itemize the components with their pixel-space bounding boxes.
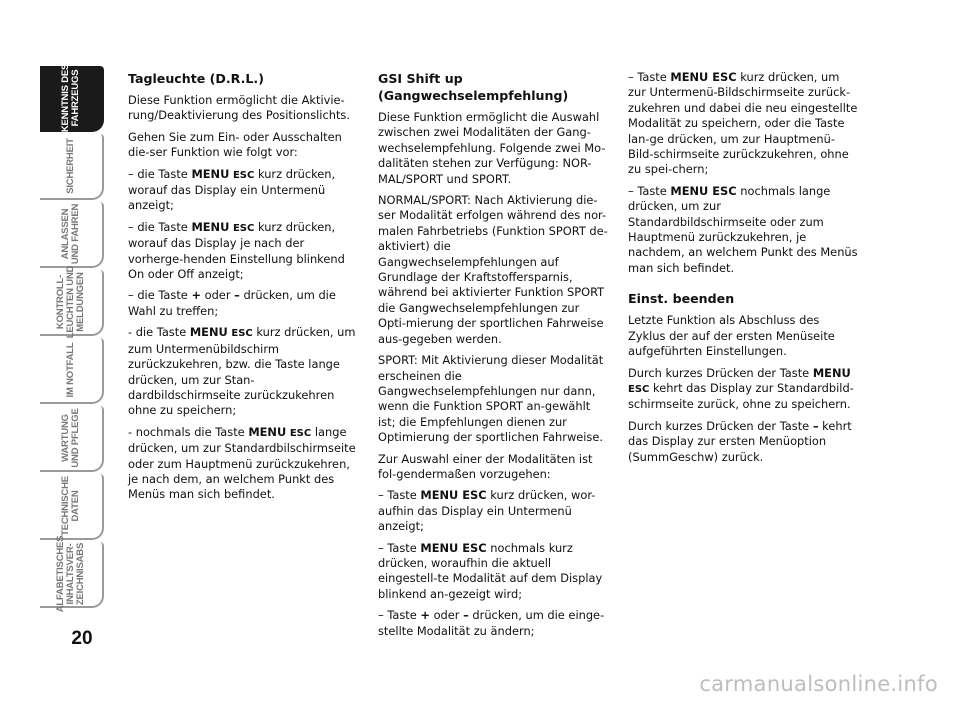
tab-label: SICHERHEIT [65,138,76,194]
key-esc: ESC [289,427,312,439]
step: – Taste MENU ESC nochmals kurz drücken, woraufhin die aktuell eingestell-te Modalität auf dem Display blinkend an-gezeigt wird; [378,540,603,601]
tab-alfabetisches-inhaltsverzeichnis[interactable] [40,535,104,613]
key-esc: ESC [628,383,650,395]
plus-key: + [420,608,430,623]
tab-label: ANLASSEN UND FAHREN [60,203,81,265]
plus-key: + [191,288,201,303]
page-number: 20 [71,628,93,649]
key-menu-esc: MENU ESC [670,70,737,84]
paragraph: NORMAL/SPORT: Nach Aktivierung die-ser Modalität erfolgen während des nor-malen Fahrbetriebs (Funktion SPORT de-aktiviert) die Gangwechselempfehlungen auf Grundlage der Kraftstoffersparnis, während bei aktivierter Funktion SPORT die Gangwechselempfehlungen zur Opti-mierung der sportlichen Fahrweise aus-gegeben werden. [378,193,608,346]
tab-label: TECHNISCHE DATEN [60,476,81,536]
key-menu-esc: MENU ESC [670,183,737,198]
step: - nochmals die Taste MENU ESC lange drücken, um zur Standardbilschirmseite oder zum Hauptmenü zurückzukehren, je nach dem, an welchem Punkt des Menüs man sich befindet. [128,424,356,502]
minus-key: – [463,608,469,623]
tab-kontrollleuchten-und-meldungen[interactable] [40,265,104,339]
key-esc: ESC [232,169,255,181]
step: – Taste MENU ESC kurz drücken, wor-aufhin das Display ein Untermenü anzeigt; [378,488,596,534]
key-menu-esc: MENU ESC [420,488,487,503]
key-menu: MENU [189,325,228,340]
tab-technische-daten[interactable] [40,474,104,540]
tab-label: KONTROLL- LEUCHTEN UND MELDUNGEN [55,265,86,339]
key-menu: MENU [812,365,851,380]
minus-key: – [812,418,819,433]
key-esc: ESC [232,222,255,234]
column-3 [628,70,860,471]
paragraph: Durch kurzes Drücken der Taste – kehrt das Display zur ersten Menüoption (SummGeschw) zurück. [628,418,852,464]
key-menu: MENU [248,424,287,439]
step: – Taste MENU ESC kurz drücken, um zur Untermenü-Bildschirmseite zurück-zukehren und dabei die neu eingestellte Modalität zu speichern, oder die Taste lan-ge drücken, um zur Hauptmenü-Bild-schirmseite zurückzukehren, ohne zu spei-chern; [628,70,858,177]
step: – Taste + oder – drücken, um die einge-stellte Modalität zu ändern; [378,608,605,638]
key-menu-esc: MENU ESC [420,540,487,555]
step: – die Taste MENU ESC kurz drücken, worauf das Display ein Untermenü anzeigt; [128,166,336,213]
tab-label: WARTUNG UND PFLEGE [60,408,81,468]
step: – die Taste MENU ESC kurz drücken, worauf das Display je nach der vorherge-henden Einstellung blinkend On oder Off anzeigt; [128,219,345,282]
tab-label: KENNTNIS DES FAHRZEUGS [60,63,81,133]
column-1 [128,70,360,509]
tab-label: ALFABETISCHES INHALTSVER- ZEICHNISABS [55,535,86,613]
section-title-einst-beenden: Einst. beenden [628,291,735,307]
tab-label: IM NOTFALL [65,342,76,398]
paragraph: Zur Auswahl einer der Modalitäten ist fol-gendermaßen vorzugehen: [378,451,593,481]
step: – Taste MENU ESC nochmals lange drücken, um zur Standardbildschirmseite oder zum Hauptmenü zurückzukehren, je nachdem, an welchem Punkt des Menüs man sich befindet. [628,183,858,275]
paragraph: Diese Funktion ermöglicht die Aktivie-rung/Deaktivierung des Positionslichts. [128,93,350,123]
tab-wartung-und-pflege[interactable] [40,406,104,472]
section-title-tagleuchte: Tagleuchte (D.R.L.) [128,71,264,86]
column-2 [378,70,610,645]
tab-sicherheit[interactable] [40,134,104,200]
paragraph: Diese Funktion ermöglicht die Auswahl zwischen zwei Modalitäten der Gang-wechselempfehlung. Folgende zwei Mo-dalitäten stehen zur Verfügung: NOR-MAL/SPORT und SPORT. [378,110,606,186]
tab-kenntnis-des-fahrzeugs[interactable] [40,63,104,133]
paragraph: Letzte Funktion als Abschluss des Zyklus der auf der ersten Menüseite aufgeführten Einstellungen. [628,313,835,359]
section-title-gsi-shift-up: GSI Shift up (Gangwechselempfehlung) [378,71,569,103]
paragraph: Gehen Sie zum Ein- oder Ausschalten die-ser Funktion wie folgt vor: [128,129,342,160]
tab-anlassen-und-fahren[interactable] [40,202,104,268]
paragraph: Durch kurzes Drücken der Taste MENU ESC kehrt das Display zur Standardbild-schirmseite zurück, ohne zu speichern. [628,365,854,412]
key-menu: MENU [191,166,230,181]
key-menu: MENU [191,219,230,234]
step: - die Taste MENU ESC kurz drücken, um zum Untermenübildschirm zurückzukehren, bzw. die Taste lange drücken, um zur Stan-dardbildschirmseite zurückzukehren ohne zu speichern; [128,325,356,418]
step: – die Taste + oder – drücken, um die Wahl zu treffen; [128,288,336,318]
key-esc: ESC [231,328,253,340]
paragraph: SPORT: Mit Aktivierung dieser Modalität erscheinen die Gangwechselempfehlungen nur dann, wenn die Funktion SPORT an-gewählt ist; die Empfehlungen dienen zur Optimierung der sportlichen Fahrweise. [378,353,604,445]
minus-key: – [234,288,240,303]
watermark: carmanualsonline.info [699,672,938,696]
tab-im-notfall[interactable] [40,338,104,404]
